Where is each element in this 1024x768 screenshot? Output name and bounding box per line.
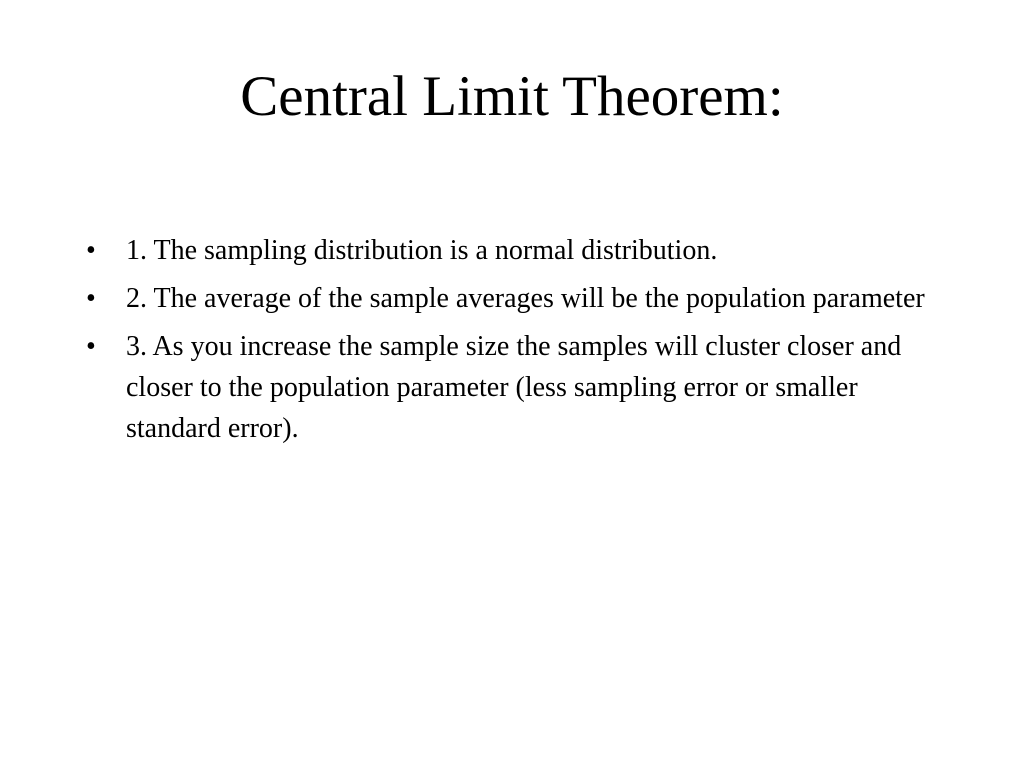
bullet-item-1 <box>86 230 946 271</box>
bullet-icon: • <box>86 235 96 266</box>
bullet-icon: • <box>86 283 96 314</box>
bullet-icon: • <box>86 331 96 362</box>
slide-title: Central Limit Theorem: <box>240 65 784 128</box>
bullet-list <box>86 230 946 456</box>
bullet-item-2 <box>86 278 946 319</box>
bullet-text: 2. The average of the sample averages will be the population parameter <box>126 283 925 314</box>
bullet-item-3 <box>86 326 946 449</box>
bullet-text: 1. The sampling distribution is a normal distribution. <box>126 235 718 266</box>
bullet-text: 3. As you increase the sample size the samples will cluster closer and closer to the population parameter (less sampling error or smaller standard error). <box>126 331 902 444</box>
